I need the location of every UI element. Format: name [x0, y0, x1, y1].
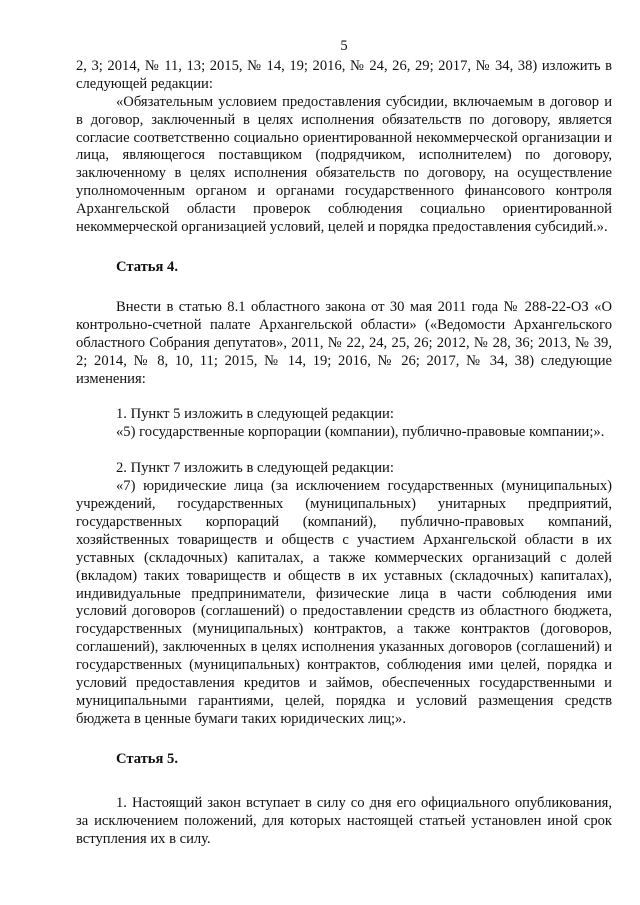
article-4-heading: Статья 4. — [116, 258, 178, 275]
intro-paragraph: 2, 3; 2014, № 11, 13; 2015, № 14, 19; 2016, № 24, 26, 29; 2017, № 34, 38) изложить в следующей редакции: — [76, 57, 612, 92]
quoted-amendment-paragraph: «Обязательным условием предоставления субсидии, включаемым в договор и в договор, заключенный в целях исполнения обязательств по договору, является согласие соответственно социально ориентированной некоммерческой организации и лица, являющегося поставщиком (подрядчиком, исполнителем) по договору, заключенному в целях исполнения обязательств по договору, на осуществление уполномоченным органом и органами государственного финансового контроля Архангельской области проверок соблюдения социально ориентированной некоммерческой организацией условий, целей и порядка предоставления субсидий.». — [76, 93, 612, 236]
article-5-heading: Статья 5. — [116, 750, 178, 767]
item-1-paragraph: 1. Пункт 5 изложить в следующей редакции: — [116, 406, 394, 423]
item-2-paragraph: 2. Пункт 7 изложить в следующей редакции: — [116, 460, 394, 477]
article-4-text: Внести в статью 8.1 областного закона от 30 мая 2011 года № 288-22-ОЗ «О контрольно-счетной палате Архангельской области» («Ведомости Архангельского областного Собрания депутатов», 2011, № 22, 24, 25, 26; 2012, № 28, 36; 2013, № 39, 2; 2014, № 8, 10, 11; 2015, № 14, 19; 2016, № 26; 2017, № 34, 38) следующие изменения: — [76, 298, 612, 387]
page-number: 5 — [340, 38, 348, 54]
item-1-quote: «5) государственные корпорации (компании), публично-правовые компании;». — [116, 424, 605, 441]
item-2-quote: «7) юридические лица (за исключением государственных (муниципальных) учреждений, государственных (муниципальных) унитарных предприятий, государственных корпораций (компаний), публично-правовых компаний, хозяйственных товариществ и обществ с участием Архангельской области в их уставных (складочных) капиталах, а также коммерческих организаций с долей (вкладом) таких товариществ и обществ в их уставных (складочных) капиталах), индивидуальные предприниматели, физические лица в части соблюдения ими условий договоров (соглашений) о предоставлении средств из областного бюджета, государственных (муниципальных) контрактов, а также контрактов (договоров, соглашений), заключенных в целях исполнения указанных договоров (соглашений) и государственных (муниципальных) контрактов, соблюдения ими целей, порядка и условий предоставления кредитов и займов, обеспеченных государственными и муниципальными гарантиями, целей, порядка и условий размещения средств бюджета в ценные бумаги таких юридических лиц;». — [76, 478, 612, 727]
article-5-item-1: 1. Настоящий закон вступает в силу со дня его официального опубликования, за исключением положений, для которых настоящей статьей установлен иной срок вступления их в силу. — [76, 794, 612, 847]
